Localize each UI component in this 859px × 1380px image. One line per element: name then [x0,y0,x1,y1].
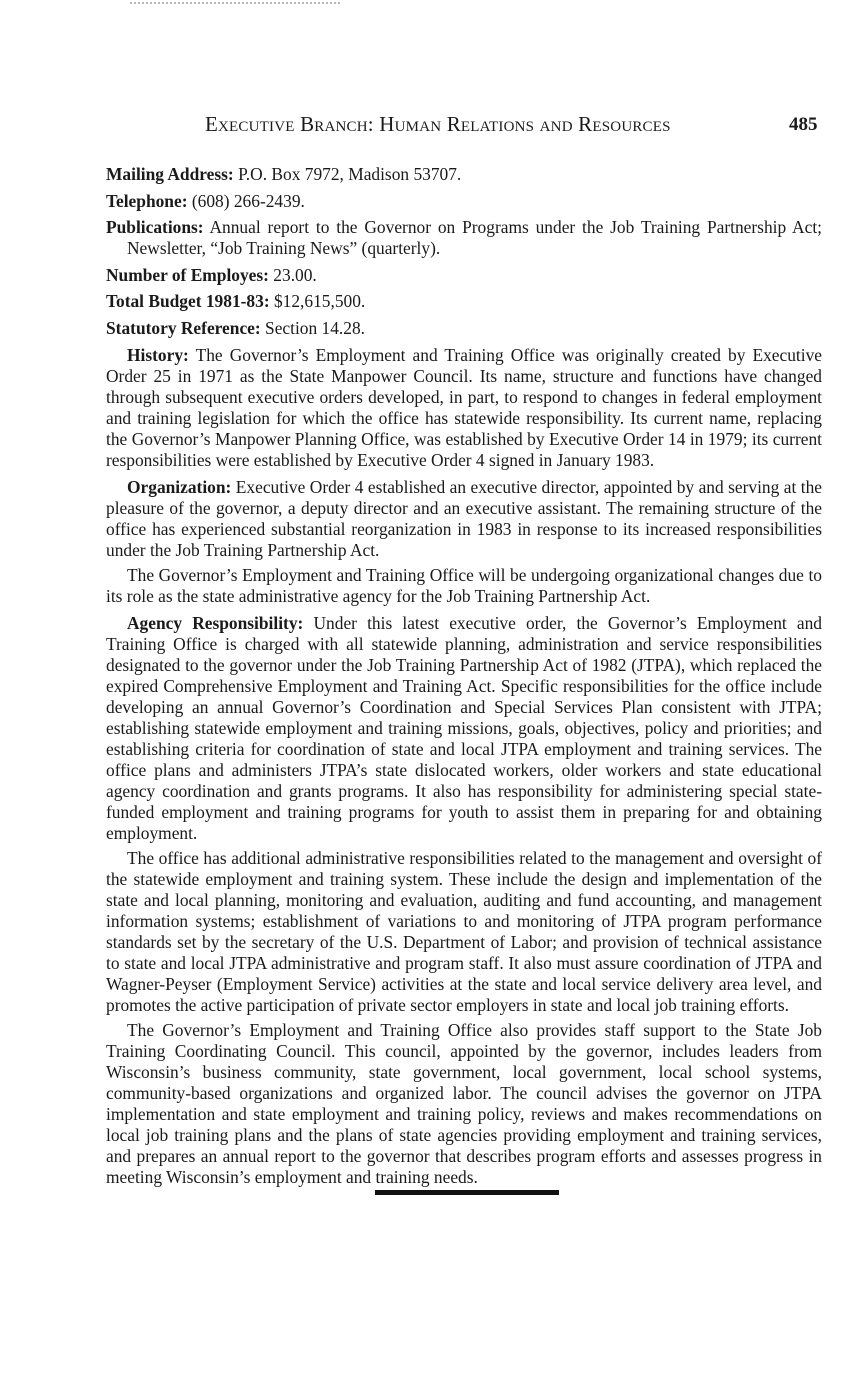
history-text: The Governor’s Employment and Training Office was originally created by Executive Order 25 in 1971 as the State Manpower Council. Its name, structure and functions have changed through subsequent executive orders developed, in part, to respond to changes in federal employment and training legislation for which the office has statewide responsibility. Its current name, replacing the Governor’s Manpower Planning Office, was established by Executive Order 14 in 1979; its current responsibilities were established by Executive Order 4 signed in January 1983. [106,344,822,470]
mailing-address [106,164,822,185]
organization-paragraph [106,477,822,561]
organization-paragraph-2: The Governor’s Employment and Training Office will be undergoing organizational changes due to its role as the state administrative agency for the Job Training Partnership Act. [106,564,822,606]
budget-label: Total Budget 1981-83: [106,291,270,311]
organization-text: Executive Order 4 established an executive director, appointed by and serving at the pleasure of the governor, a deputy director and an executive assistant. The remaining structure of the office has experienced substantial reorganization in 1983 in response to its increased responsibilities under the Job Training Partnership Act. [106,476,822,560]
telephone [106,191,822,212]
statutory-value: Section 14.28. [260,317,366,338]
employes-value: 23.00. [268,264,317,285]
organization-label: Organization: [127,476,232,497]
total-budget [106,291,822,312]
employes-label: Number of Employes: [106,264,269,285]
agency-responsibility-text: Under this latest executive order, the Governor’s Employment and Training Office is charged with all statewide planning, administration and service responsibilities designated to the governor under the Job Training Partnership Act of 1982 (JTPA), which replaced the expired Comprehensive Employment and Training Act. Specific responsibilities for the office include developing an annual Governor’s Coordination and Special Services Plan consistent with JTPA; establishing statewide employment and training missions, goals, objectives, policy and priorities; and establishing criteria for coordination of state and local JTPA employment and training services. The office plans and administers JTPA’s state dislocated workers, older workers and state educational agency coordination and grants programs. It also has responsibility for administering special state-funded employment and training programs for youth to assist them in preparing for and obtaining employment. [106,612,822,843]
agency-responsibility-paragraph [106,613,822,844]
running-head-section: Executive Branch: [205,112,374,136]
scan-artifact-marks [130,2,340,12]
publications-value: Annual report to the Governor on Programs under the Job Training Partnership Act; Newsletter, “Job Training News” (quarterly). [127,217,822,258]
telephone-label: Telephone: [106,190,188,211]
publications [106,217,822,259]
budget-value: $12,615,500. [269,291,366,311]
document-body [106,164,822,1192]
mailing-address-label: Mailing Address: [106,164,234,184]
page-number: 485 [789,114,818,135]
running-head-title: Human Relations and Resources [379,112,671,136]
running-title [205,112,671,137]
statutory-reference [106,318,822,339]
number-of-employes [106,265,822,286]
publications-label: Publications: [106,217,204,237]
history-label: History: [127,344,189,365]
agency-responsibility-paragraph-3: The Governor’s Employment and Training Office also provides staff support to the State Job Training Coordinating Council. This council, appointed by the governor, includes leaders from Wisconsin’s business community, state government, local government, local school systems, community-based organizations and organized labor. The council advises the governor on JTPA implementation and state employment and training policy, reviews and makes recommendations on local job training plans and the plans of state agencies providing employment and training services, and prepares an annual report to the governor that describes program efforts and assesses progress in meeting Wisconsin’s employment and training needs. [106,1019,822,1187]
end-rule [375,1190,559,1195]
history-paragraph [106,345,822,471]
mailing-address-value: P.O. Box 7972, Madison 53707. [233,164,462,184]
statutory-label: Statutory Reference: [106,317,261,338]
agency-responsibility-label: Agency Responsibility: [127,612,304,633]
running-head [0,112,859,142]
agency-responsibility-paragraph-2: The office has additional administrative responsibilities related to the management and oversight of the statewide employment and training system. These include the design and implementation of the state and local planning, monitoring and evaluation, auditing and fund accounting, and management information systems; establishment of variations to and monitoring of JTPA program performance standards set by the secretary of the U.S. Department of Labor; and provision of technical assistance to state and local JTPA administrative and program staff. It also must assure coordination of JTPA and Wagner-Peyser (Employment Service) activities at the state and local service delivery area level, and promotes the active participation of private sector employers in state and local job training efforts. [106,847,822,1015]
telephone-value: (608) 266-2439. [187,190,305,211]
